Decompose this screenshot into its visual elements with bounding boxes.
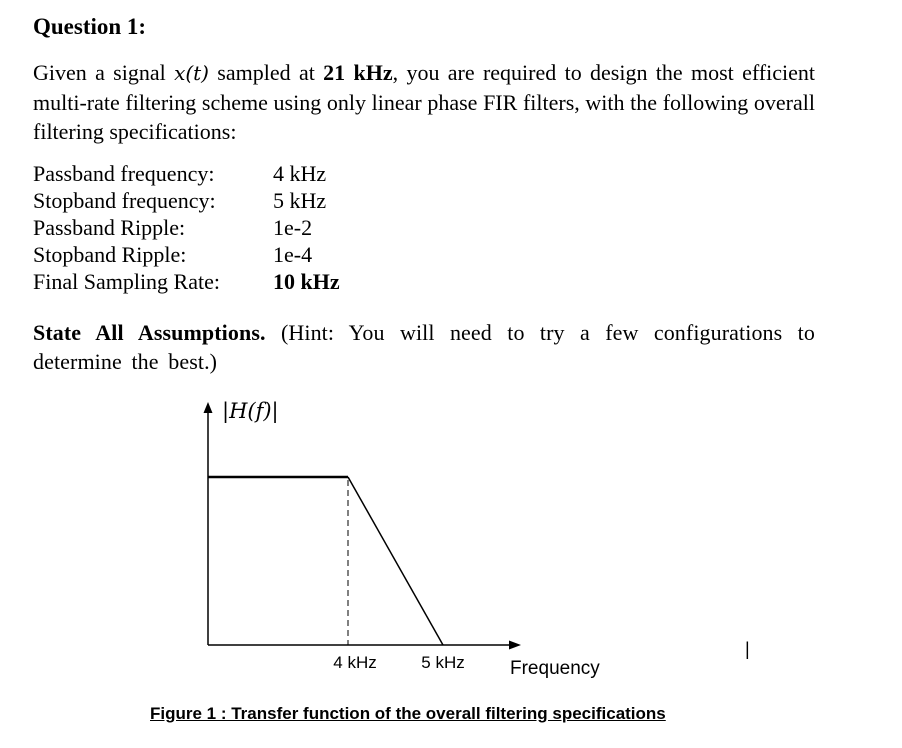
intro-paragraph bbox=[33, 58, 815, 146]
spec-row-passband-ripple bbox=[33, 214, 340, 241]
y-axis-arrow-icon bbox=[204, 402, 213, 413]
spec-value: 4 kHz bbox=[273, 161, 327, 186]
figure-caption: Figure 1 : Transfer function of the overall filtering specifications bbox=[150, 704, 666, 723]
question-heading: Question 1: bbox=[33, 14, 147, 39]
transition-slope bbox=[348, 477, 443, 645]
assumptions-bold: State All Assumptions. bbox=[33, 320, 266, 345]
stopband-tick-label: 5 kHz bbox=[421, 653, 465, 672]
spec-value: 1e-2 bbox=[273, 215, 313, 240]
intro-text-3: , you are required to design the most efficient multi-rate filtering scheme using only linear phase FIR filters, with the following overall filtering specifications: bbox=[33, 60, 815, 144]
spec-label: Stopband frequency: bbox=[33, 188, 216, 213]
spec-label: Passband Ripple: bbox=[33, 215, 186, 240]
spec-value: 5 kHz bbox=[273, 188, 327, 213]
spec-value: 10 kHz bbox=[273, 269, 340, 294]
signal-symbol: x(t) bbox=[174, 61, 209, 85]
assumptions-hint: (Hint: You will need to try a few configurations to determine the best.) bbox=[33, 320, 815, 374]
spec-row-stopband-ripple bbox=[33, 241, 340, 268]
stray-mark: | bbox=[745, 639, 750, 659]
assumptions-paragraph bbox=[33, 318, 815, 376]
spec-table bbox=[33, 160, 340, 295]
spec-label: Final Sampling Rate: bbox=[33, 269, 220, 294]
spec-label: Passband frequency: bbox=[33, 161, 215, 186]
passband-tick-label: 4 kHz bbox=[333, 653, 377, 672]
spec-value: 1e-4 bbox=[273, 242, 313, 267]
spec-row-passband-frequency bbox=[33, 160, 340, 187]
y-axis-label: |H(f)| bbox=[222, 399, 279, 423]
spec-label: Stopband Ripple: bbox=[33, 242, 187, 267]
spec-row-final-sampling-rate bbox=[33, 268, 340, 295]
sampling-rate: 21 kHz bbox=[323, 60, 393, 85]
intro-text-1: Given a signal bbox=[33, 60, 175, 85]
intro-text-2: sampled at bbox=[208, 60, 324, 85]
x-axis-arrow-icon bbox=[509, 641, 521, 650]
x-axis-label: Frequency bbox=[510, 658, 600, 679]
spec-row-stopband-frequency bbox=[33, 187, 340, 214]
